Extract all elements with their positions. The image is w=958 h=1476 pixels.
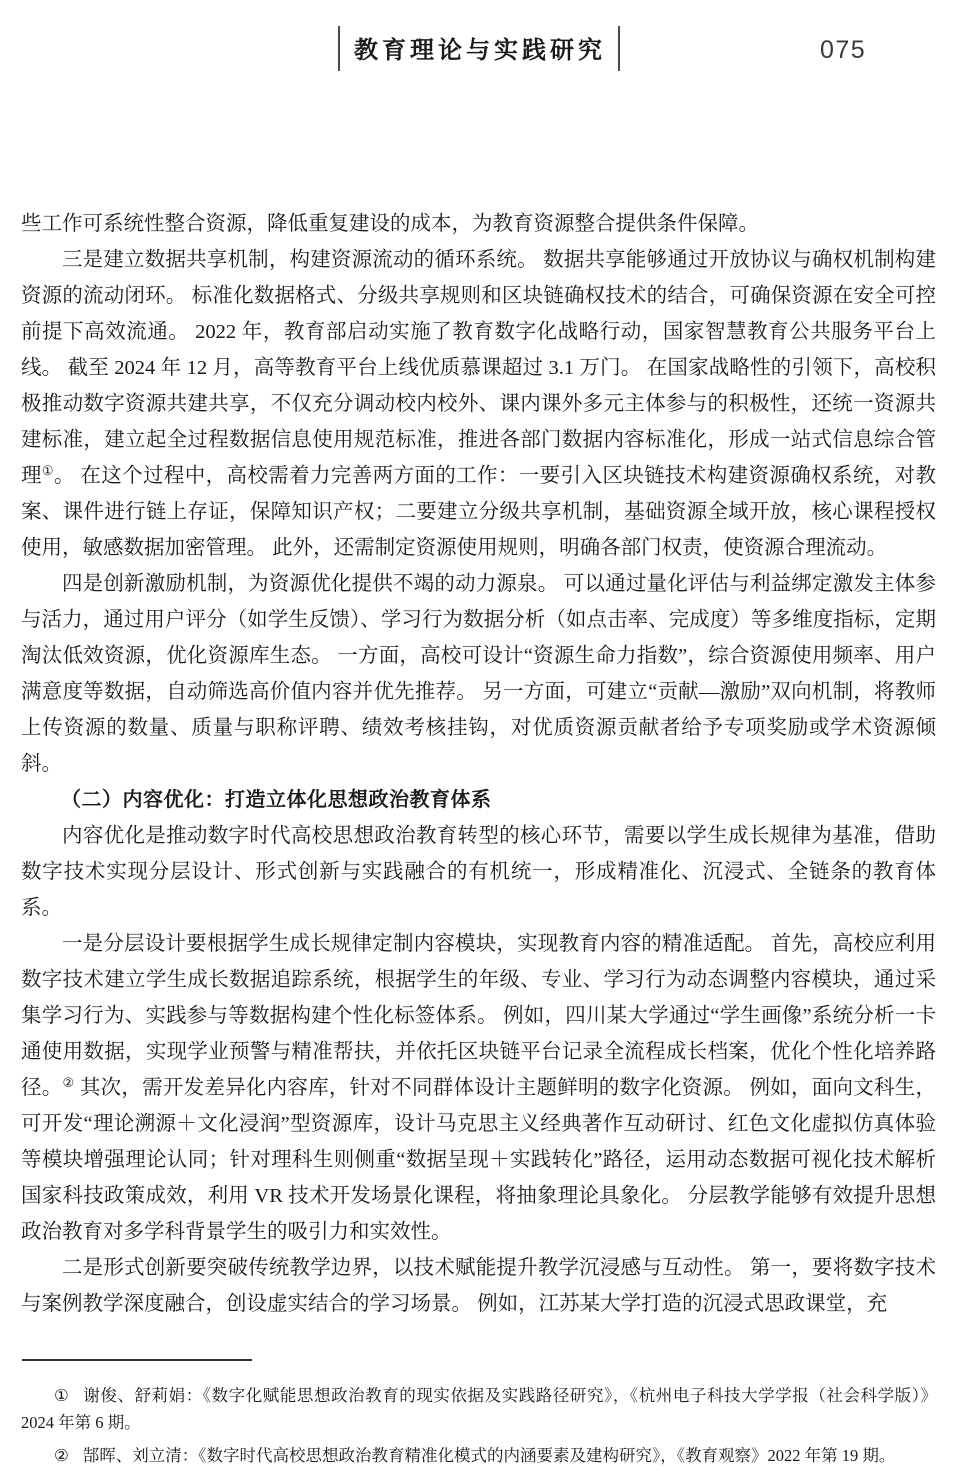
- footnote-marker: ①: [54, 1386, 70, 1405]
- journal-section-title: 教育理论与实践研究: [338, 26, 620, 71]
- footnote: ② 郜晖、刘立清：《数字时代高校思想政治教育精准化模式的内涵要素及建构研究》，《教育观察》2022 年第 19 期。: [54, 1446, 896, 1465]
- body-paragraph: 三是建立数据共享机制，构建资源流动的循环系统。 数据共享能够通过开放协议与确权机制构建资源的流动闭环。 标准化数据格式、分级共享规则和区块链确权技术的结合，可确保资源在安全可控前提下高效流通。 2022 年，教育部启动实施了教育数字化战略行动，国家智慧教育公共服务平台上线。 截至 2024 年 12 月，高等教育平台上线优质慕课超过 3.1 万门。 在国家战略性的引领下，高校积极推动数字资源共建共享，不仅充分调动校内校外、课内课外多元主体参与的积极性，还统一资源共建标准，建立起全过程数据信息使用规范标准，推进各部门数据内容标准化，形成一站式信息综合管理①。 在这个过程中，高校需着力完善两方面的工作：一要引入区块链技术构建资源确权系统，对教案、课件进行链上存证，保障知识产权；二要建立分级共享机制，基础资源全域开放，核心课程授权使用，敏感数据加密管理。 此外，还需制定资源使用规则，明确各部门权责，使资源合理流动。: [21, 249, 937, 559]
- footnotes-section: [21, 1382, 937, 1469]
- page-header: [0, 0, 958, 90]
- page-number: 075: [820, 36, 867, 64]
- section-heading: （二）内容优化：打造立体化思想政治教育体系: [61, 789, 492, 811]
- footnote-separator-rule: [22, 1359, 252, 1361]
- body-paragraph: 二是形式创新要突破传统教学边界，以技术赋能提升教学沉浸感与互动性。 第一，要将数字技术与案例教学深度融合，创设虚实结合的学习场景。 例如，江苏某大学打造的沉浸式思政课堂，充: [21, 1257, 936, 1315]
- article-body: [21, 206, 936, 1322]
- body-paragraph: 四是创新激励机制，为资源优化提供不竭的动力源泉。 可以通过量化评估与利益绑定激发主体参与活力，通过用户评分（如学生反馈）、学习行为数据分析（如点击率、完成度）等多维度指标，定期淘汰低效资源，优化资源库生态。 一方面，高校可设计“资源生命力指数”，综合资源使用频率、用户满意度等数据，自动筛选高价值内容并优先推荐。 另一方面，可建立“贡献—激励”双向机制，将教师上传资源的数量、质量与职称评聘、绩效考核挂钩，对优质资源贡献者给予专项奖励或学术资源倾斜。: [21, 573, 936, 775]
- body-paragraph: 内容优化是推动数字时代高校思想政治教育转型的核心环节，需要以学生成长规律为基准，借助数字技术实现分层设计、形式创新与实践融合的有机统一，形成精准化、沉浸式、全链条的教育体系。: [21, 825, 936, 919]
- body-paragraph: 一是分层设计要根据学生成长规律定制内容模块，实现教育内容的精准适配。 首先，高校应利用数字技术建立学生成长数据追踪系统，根据学生的年级、专业、学习行为动态调整内容模块，通过采集学习行为、实践参与等数据构建个性化标签体系。 例如，四川某大学通过“学生画像”系统分析一卡通使用数据，实现学业预警与精准帮扶，并依托区块链平台记录全流程成长档案，优化个性化培养路径。② 其次，需开发差异化内容库，针对不同群体设计主题鲜明的数字化资源。 例如，面向文科生，可开发“理论溯源＋文化浸润”型资源库，设计马克思主义经典著作互动研讨、红色文化虚拟仿真体验等模块增强理论认同；针对理科生则侧重“数据呈现＋实践转化”路径，运用动态数据可视化技术解析国家科技政策成效，利用 VR 技术开发场景化课程，将抽象理论具象化。 分层教学能够有效提升思想政治教育对多学科背景学生的吸引力和实效性。: [21, 933, 937, 1243]
- footnote-reference: ①: [41, 463, 54, 478]
- footnote-marker: ②: [54, 1446, 69, 1465]
- body-paragraph: 些工作可系统性整合资源，降低重复建设的成本，为教育资源整合提供条件保障。: [21, 213, 759, 235]
- footnote-reference: ②: [62, 1075, 75, 1090]
- footnote: ① 谢俊、舒莉娟：《数字化赋能思想政治教育的现实依据及实践路径研究》，《杭州电子科技大学学报（社会科学版）》2024 年第 6 期。: [21, 1386, 938, 1432]
